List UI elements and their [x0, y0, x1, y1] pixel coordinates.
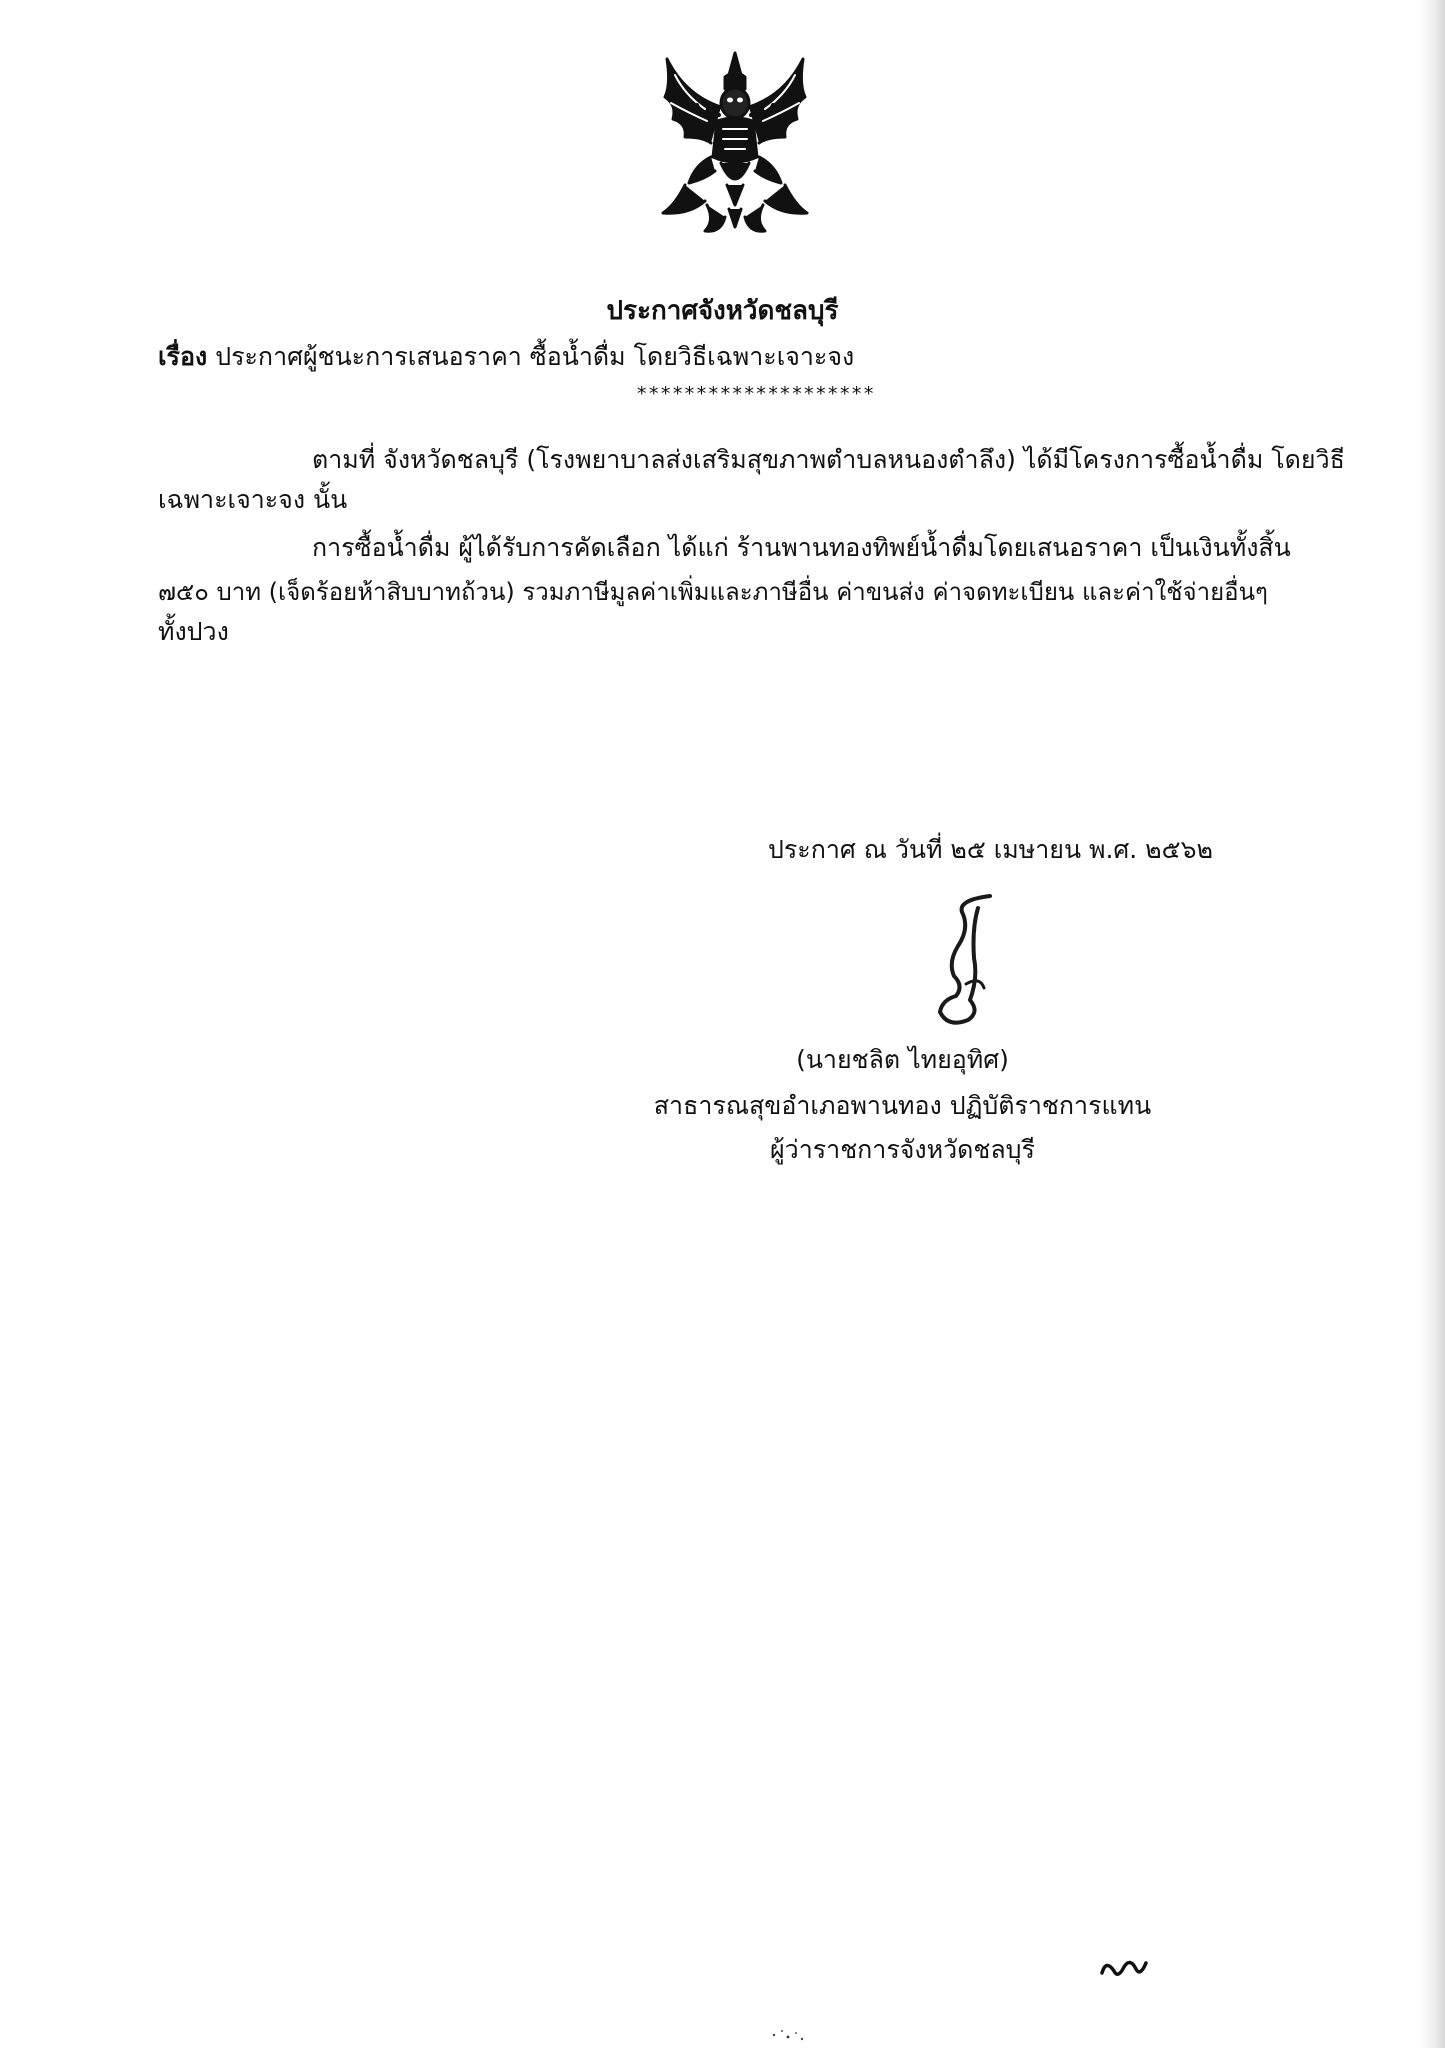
paragraph-1-line-2: เฉพาะเจาะจง นั้น: [158, 485, 348, 514]
scan-speckle: [768, 2025, 808, 2043]
paragraph-2-line-3: ทั้งปวง: [158, 617, 229, 646]
handwritten-page-mark: [1098, 1953, 1150, 1987]
subject-label: เรื่อง: [158, 342, 208, 371]
subject-text: ประกาศผู้ชนะการเสนอราคา ซื้อน้ำดื่ม โดยวิธีเฉพาะเจาะจง: [215, 342, 855, 371]
announcement-dateline: ประกาศ ณ วันที่ ๒๕ เมษายน พ.ศ. ๒๕๖๒: [768, 835, 1213, 864]
paragraph-1-line-1: ตามที่ จังหวัดชลบุรี (โรงพยาบาลส่งเสริมสุขภาพตำบลหนองตำลึง) ได้มีโครงการซื้อน้ำดื่ม โดยวิธี: [312, 445, 1345, 474]
signature-mark: [918, 888, 1028, 1038]
separator-stars: ********************: [636, 383, 875, 405]
signer-office: ผู้ว่าราชการจังหวัดชลบุรี: [770, 1135, 1035, 1164]
garuda-emblem-icon: [645, 45, 825, 245]
announcement-title: ประกาศจังหวัดชลบุรี: [606, 296, 839, 326]
subject-line: [158, 337, 854, 377]
paragraph-2-line-2: ๗๕๐ บาท (เจ็ดร้อยห้าสิบบาทถ้วน) รวมภาษีมูลค่าเพิ่มและภาษีอื่น ค่าขนส่ง ค่าจดทะเบียน และค่าใช้จ่ายอื่นๆ: [158, 578, 1268, 606]
signer-name: (นายชลิต ไทยอุทิศ): [796, 1045, 1009, 1074]
paragraph-2-line-1: การซื้อน้ำดื่ม ผู้ได้รับการคัดเลือก ได้แก่ ร้านพานทองทิพย์น้ำดื่มโดยเสนอราคา เป็นเงินทั้งสิ้น: [312, 533, 1291, 562]
signer-position: สาธารณสุขอำเภอพานทอง ปฏิบัติราชการแทน: [653, 1091, 1152, 1120]
